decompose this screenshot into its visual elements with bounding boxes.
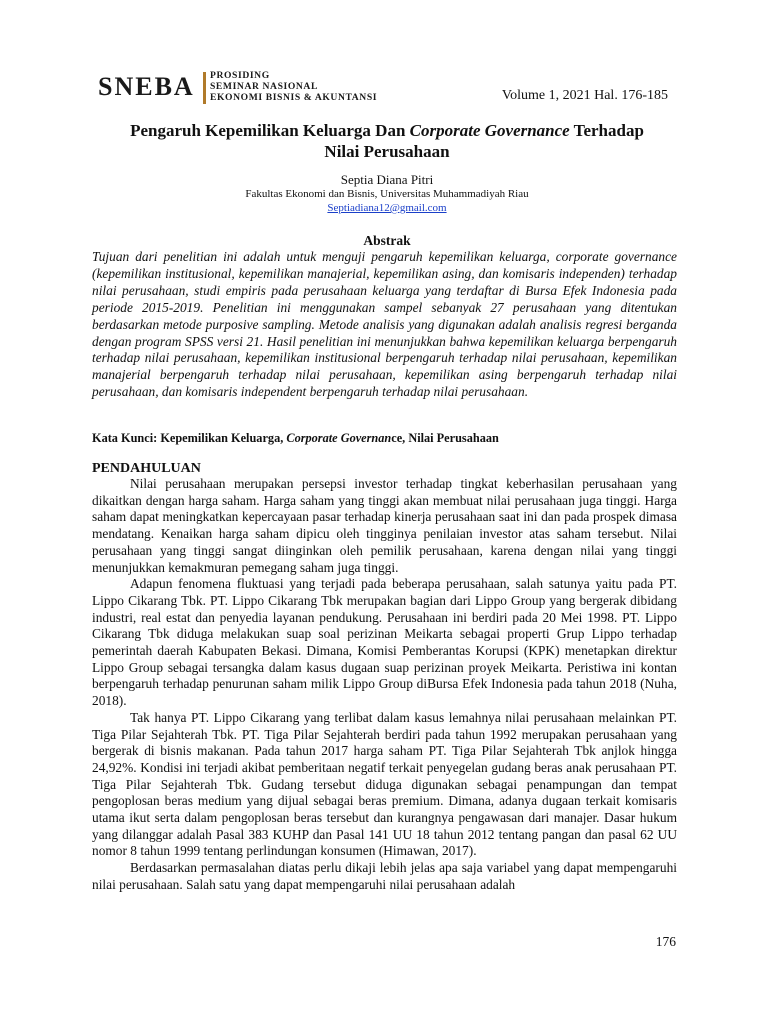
logo-divider	[203, 72, 206, 104]
author-affiliation: Fakultas Ekonomi dan Bisnis, Universitas Muhammadiyah Riau	[245, 188, 529, 200]
abstract-heading: Abstrak	[363, 233, 411, 248]
paper-title	[92, 120, 682, 162]
section-heading: PENDAHULUAN	[92, 461, 201, 476]
journal-header	[98, 66, 678, 106]
proceeding-line: EKONOMI BISNIS & AKUNTANSI	[210, 92, 378, 103]
page-number: 176	[655, 934, 676, 949]
proceeding-line: SEMINAR NASIONAL	[210, 81, 318, 92]
author-name: Septia Diana Pitri	[340, 172, 434, 187]
author-email-link[interactable]: Septiadiana12@gmail.com	[327, 202, 447, 214]
volume-info: Volume 1, 2021 Hal. 176-185	[501, 88, 668, 103]
keywords-tail: ce, Nilai Perusahaan	[391, 431, 499, 445]
abstract-text: Tujuan dari penelitian ini adalah untuk menguji pengaruh kepemilikan keluarga, corporate governance (kepemilikan institusional, kepemilikan manajerial, kepemilikan asing, dan komisaris independen) terhadap nilai perusahaan, studi empiris pada perusahaan keluarga yang terdaftar di Bursa Efek Indonesia pada periode 2015-2019. Penelitian ini menggunakan sampel sebanyak 27 perusahaan yang ditentukan berdasarkan metode purposive sampling. Metode analisis yang digunakan adalah analisis regresi berganda dengan program SPSS versi 21. Hasil penelitian ini menunjukkan bahwa kepemilikan keluarga berpengaruh terhadap nilai perusahaan, kepemilikan institusional berpengaruh terhadap nilai perusahaan, kepemilikan manajerial berpengaruh terhadap nilai perusahaan, kepemilikan asing berpengaruh terhadap nilai perusahaan, dan komisaris independent berpengaruh terhadap nilai perusahaan.	[92, 249, 677, 400]
section-body	[92, 476, 677, 894]
keywords	[92, 431, 682, 446]
proceeding-name	[210, 70, 377, 103]
proceeding-line: PROSIDING	[210, 70, 270, 81]
paragraph: Tak hanya PT. Lippo Cikarang yang terlibat dalam kasus lemahnya nilai perusahaan melainkan PT. Tiga Pilar Sejahterah Tbk. PT. Tiga Pilar Sejahterah berdiri pada tahun 1992 merupakan perusahaan yang bergerak di bisnis makanan. Pada tahun 2017 harga saham PT. Tiga Pilar Sejahterah Tbk anjlok hingga 24,92%. Kondisi ini terjadi akibat pemberitaan negatif terkait penyegelan gudang beras anak perusahaan PT. Tiga Pilar Sejahterah Tbk. Gudang tersebut diduga digunakan sebagai penampungan dan tempat pengoplosan beras medium yang dijual sebagai beras premium. Dimana, adanya dugaan terkait komisaris utama ikut serta dalam pengoplosan beras tersebut dan kurangnya pengawasan dari manajer. Dasar hukum yang dilanggar adalah Pasal 383 KUHP dan Pasal 141 UU 18 tahun 2012 tentang pangan dan pasal 62 UU nomor 8 tahun 1999 tentang perlindungan konsumen (Himawan, 2017).	[92, 709, 677, 859]
keywords-label: Kata Kunci: Kepemilikan Keluarga,	[92, 431, 287, 445]
paragraph: Adapun fenomena fluktuasi yang terjadi pada beberapa perusahaan, salah satunya yaitu pada PT. Lippo Cikarang Tbk. PT. Lippo Cikarang Tbk merupakan bagian dari Lippo Group yang bergerak dibidang industri, real estat dan penyedia layanan pendukung. Perusahaan ini berdiri pada 20 Mei 1998. PT. Lippo Cikarang Tbk diduga melakukan suap soal perizinan Meikarta sebagai properti Grup Lippo terhadap pemerintah daerah Kabupaten Bekasi. Dimana, Komisi Pemberantas Korupsi (KPK) menetapkan direktur Lippo Group sebagai tersangka dalam kasus dugaan suap perizinan proyek Meikarta. Peristiwa ini kontan berpengaruh terhadap penurunan saham milik Lippo Group diBursa Efek Indonesia pada tahun 2018 (Nuha, 2018).	[92, 576, 677, 709]
title-italic: Corporate Governance	[409, 121, 570, 140]
paragraph: Berdasarkan permasalahan diatas perlu dikaji lebih jelas apa saja variabel yang dapat mempengaruhi nilai perusahaan. Salah satu yang dapat mempengaruhi nilai perusahaan adalah	[92, 860, 677, 892]
sneba-logo: SNEBA	[98, 72, 195, 101]
title-text: Pengaruh Kepemilikan Keluarga Dan	[130, 121, 410, 140]
title-text: Terhadap	[569, 121, 644, 140]
paragraph: Nilai perusahaan merupakan persepsi investor terhadap tingkat keberhasilan perusahaan yang dikaitkan dengan harga saham. Harga saham yang tinggi akan membuat nilai perusahaan juga tinggi. Harga saham dapat meningkatkan kepercayaan pasar terhadap kinerja perusahaan saat ini dan pada prospek dimasa mendatang. Kenaikan harga saham dipicu oleh tingginya penilaian investor atas saham tersebut. Nilai perusahaan yang tinggi sangat diinginkan oleh pemilik perusahaan, karena dengan nilai yang tinggi menunjukkan kemakmuran pemegang saham juga tinggi.	[92, 476, 677, 575]
title-line-2: Nilai Perusahaan	[324, 142, 450, 161]
keywords-italic: Corporate Governan	[286, 431, 392, 445]
